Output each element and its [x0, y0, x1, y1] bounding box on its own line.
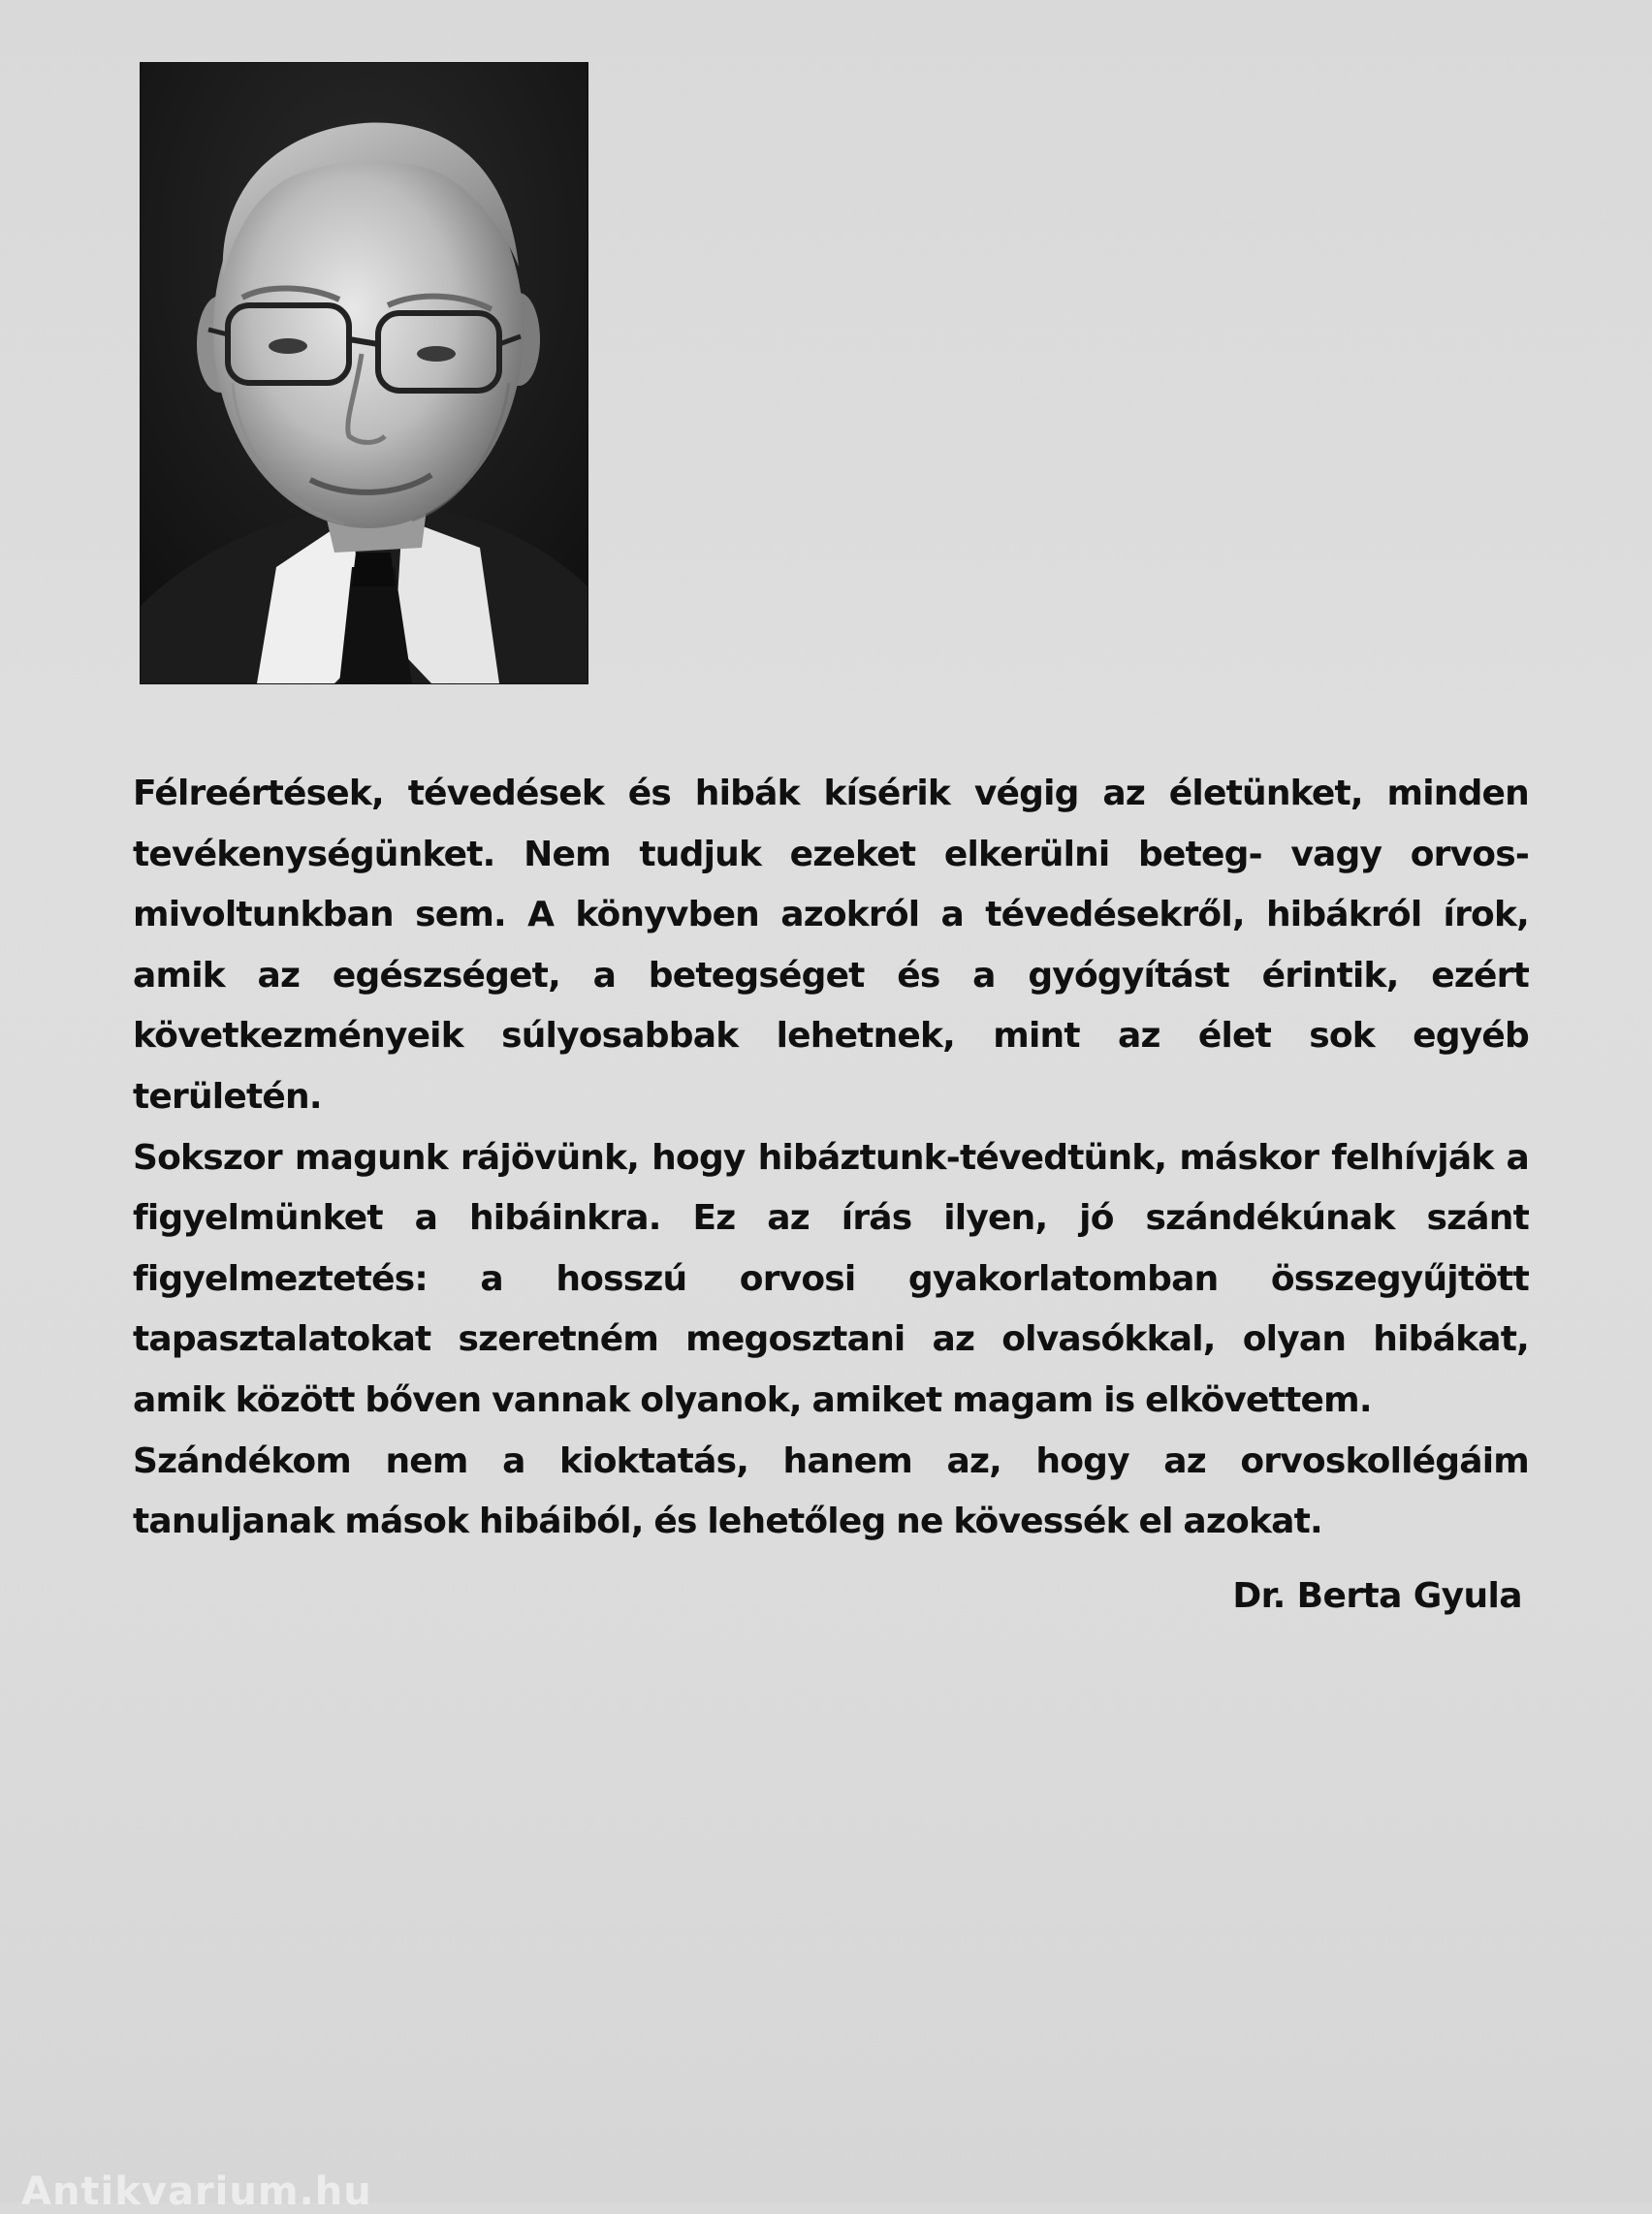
author-portrait-photo [140, 62, 588, 684]
blurb-paragraph: Sokszor magunk rájövünk, hogy hibáztunk-tévedtünk, máskor felhívják a figyelmünket a hibáinkra. Ez az írás ilyen, jó szándékúnak szánt figyelmeztetés: a hosszú orvosi gyakorlatomban összegyűjtött tapasztalatokat szeretném megosztani az olvasókkal, olyan hibákat, amik között bőven vannak olyanok, amiket magam is elkövettem. [133, 1137, 1529, 1420]
back-cover-blurb [133, 764, 1529, 1553]
blurb-paragraph: Szándékom nem a kioktatás, hanem az, hogy az orvoskollégáim tanuljanak mások hibáiból, és lehetőleg ne kövessék el azokat. [133, 1440, 1529, 1542]
author-signature: Dr. Berta Gyula [1232, 1576, 1522, 1616]
site-watermark: Antikvarium.hu [21, 2169, 372, 2214]
blurb-paragraph: Félreértések, tévedések és hibák kísérik végig az életünket, minden tevékenységünket. Nem tudjuk ezeket elkerülni beteg- vagy orvos-mivoltunkban sem. A könyvben azokról a tévedésekről, hibákról írok, amik az egészséget, a betegséget és a gyógyítást érintik, ezért következményeik súlyosabbak lehetnek, mint az élet sok egyéb területén. [133, 774, 1529, 1117]
